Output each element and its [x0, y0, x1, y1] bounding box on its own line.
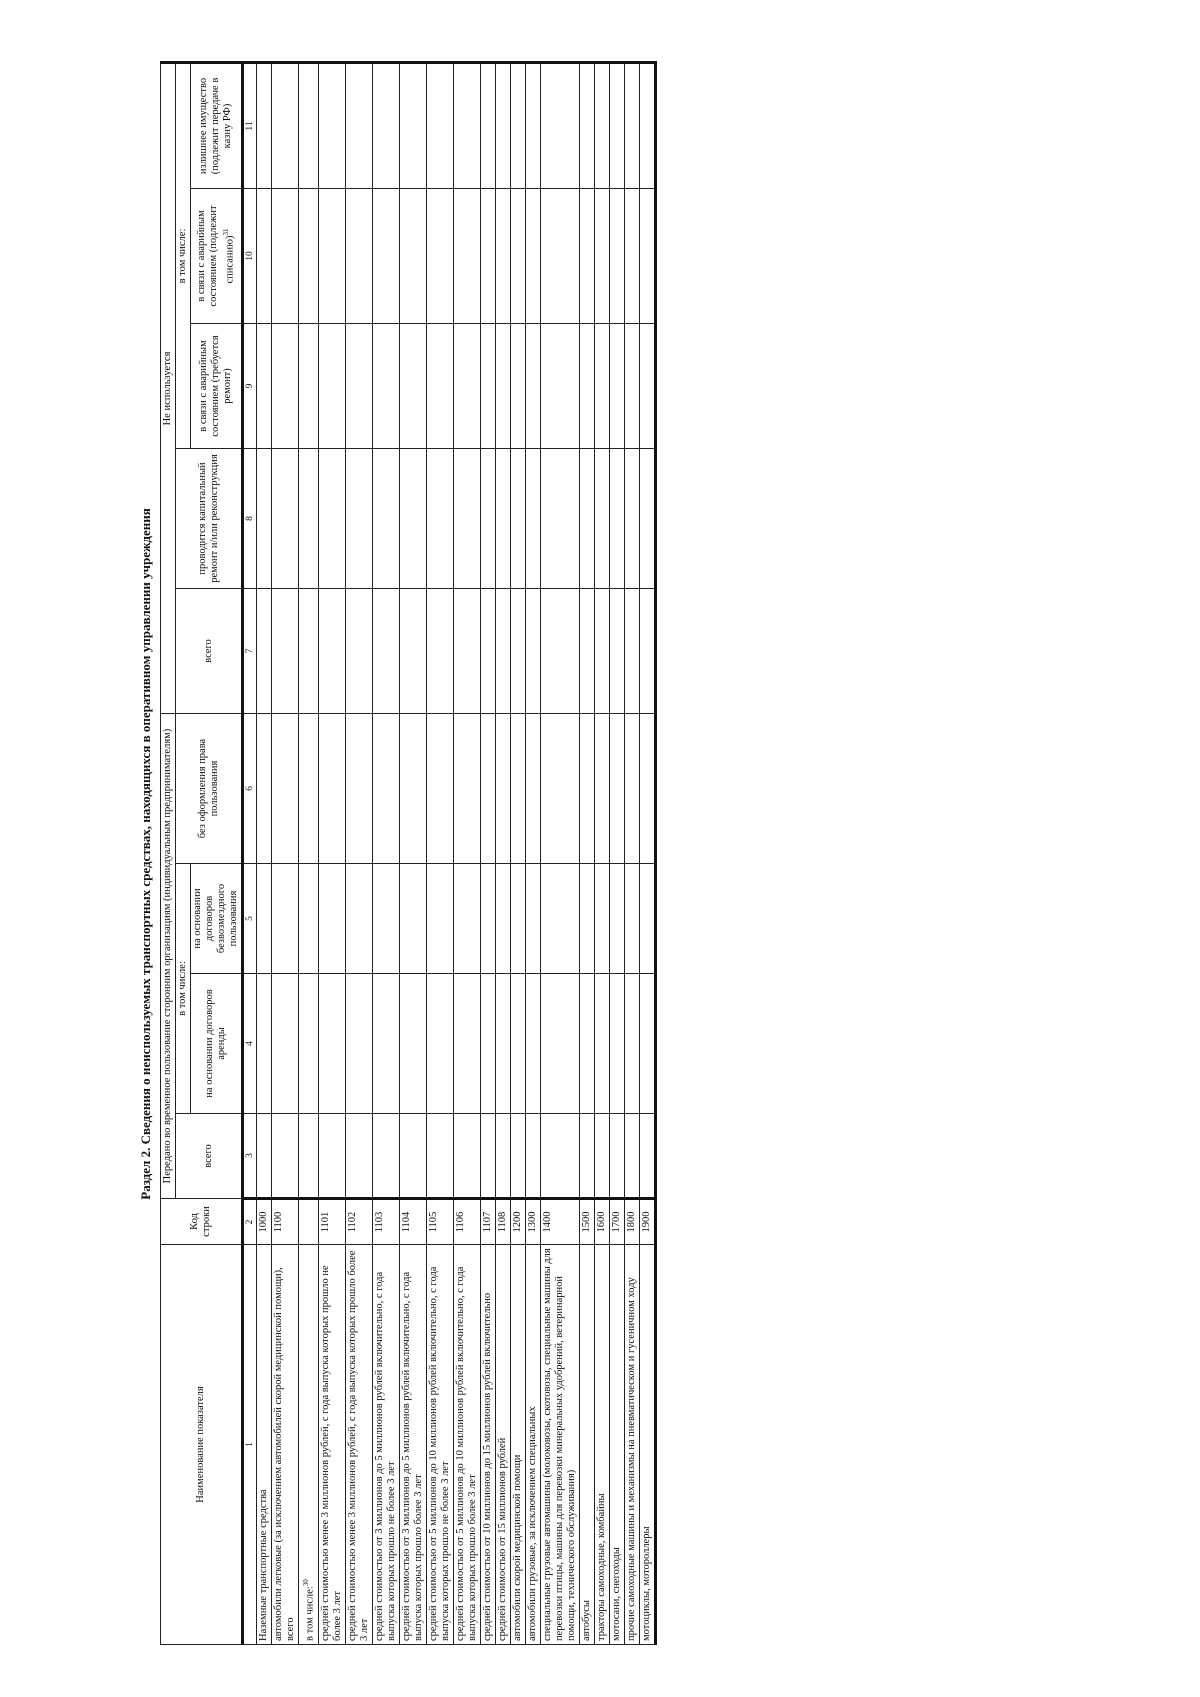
- value-cell-col-5[interactable]: [453, 864, 480, 974]
- value-cell-col-5[interactable]: [299, 864, 319, 974]
- row-name-cell: [372, 1245, 399, 1645]
- row-name-cell: [426, 1245, 453, 1645]
- row-name-cell: [594, 1245, 609, 1645]
- value-cell-col-9[interactable]: [345, 324, 372, 449]
- value-cell-col-3[interactable]: [480, 1114, 495, 1199]
- col-number: 2: [243, 1199, 257, 1245]
- row-name-cell: [272, 1245, 299, 1645]
- value-cell-col-4[interactable]: [624, 974, 639, 1114]
- row-code: 1105: [426, 1199, 453, 1245]
- value-cell-col-6[interactable]: [299, 714, 319, 864]
- table-row: [639, 62, 655, 1644]
- row-name-cell: [345, 1245, 372, 1645]
- row-code: 1400: [540, 1199, 579, 1245]
- value-cell-col-8[interactable]: [495, 449, 510, 589]
- value-cell-col-6[interactable]: [272, 714, 299, 864]
- value-cell-col-3[interactable]: [399, 1114, 426, 1199]
- value-cell-col-5[interactable]: [594, 864, 609, 974]
- value-cell-col-5[interactable]: [272, 864, 299, 974]
- value-cell-col-8[interactable]: [345, 449, 372, 589]
- value-cell-col-6[interactable]: [345, 714, 372, 864]
- value-cell-col-9[interactable]: [299, 324, 319, 449]
- value-cell-col-4[interactable]: [594, 974, 609, 1114]
- value-cell-col-11[interactable]: [594, 62, 609, 188]
- value-cell-col-8[interactable]: [510, 449, 525, 589]
- row-name-cell: [299, 1245, 319, 1645]
- col-number: 5: [243, 864, 257, 974]
- value-cell-col-10[interactable]: [453, 189, 480, 324]
- row-name-cell: [639, 1245, 655, 1645]
- value-cell-col-4[interactable]: [480, 974, 495, 1114]
- value-cell-col-6[interactable]: [257, 714, 272, 864]
- table-row: [257, 62, 272, 1644]
- value-cell-col-9[interactable]: [318, 324, 345, 449]
- value-cell-col-4[interactable]: [426, 974, 453, 1114]
- row-name-cell: [624, 1245, 639, 1645]
- value-cell-col-3[interactable]: [345, 1114, 372, 1199]
- value-cell-col-5[interactable]: [345, 864, 372, 974]
- col-number: 10: [243, 189, 257, 324]
- value-cell-col-8[interactable]: [579, 449, 594, 589]
- value-cell-col-8[interactable]: [318, 449, 345, 589]
- value-cell-col-7[interactable]: [399, 589, 426, 714]
- header-unused-total: всего: [176, 589, 243, 714]
- col-number: 7: [243, 589, 257, 714]
- value-cell-col-7[interactable]: [540, 589, 579, 714]
- col-number: 6: [243, 714, 257, 864]
- value-cell-col-3[interactable]: [525, 1114, 540, 1199]
- value-cell-col-4[interactable]: [318, 974, 345, 1114]
- value-cell-col-6[interactable]: [318, 714, 345, 864]
- value-cell-col-11[interactable]: [480, 62, 495, 188]
- row-name: Наземные транспортные средства: [258, 1489, 269, 1641]
- value-cell-col-7[interactable]: [426, 589, 453, 714]
- row-code: 1500: [579, 1199, 594, 1245]
- value-cell-col-10[interactable]: [372, 189, 399, 324]
- table-row: [399, 62, 426, 1644]
- value-cell-col-3[interactable]: [318, 1114, 345, 1199]
- value-cell-col-4[interactable]: [272, 974, 299, 1114]
- row-name-cell: [525, 1245, 540, 1645]
- table-row: [525, 62, 540, 1644]
- row-name: мотоциклы, мотороллеры: [640, 1526, 652, 1641]
- row-name-cell: [399, 1245, 426, 1645]
- row-name: средней стоимостью от 10 миллионов до 15 миллионов рублей включительно: [481, 1292, 493, 1641]
- value-cell-col-10[interactable]: [318, 189, 345, 324]
- header-unused-surplus: излишнее имущество (подлежит передаче в казну РФ): [191, 62, 243, 188]
- col-number: 4: [243, 974, 257, 1114]
- value-cell-col-7[interactable]: [579, 589, 594, 714]
- value-cell-col-5[interactable]: [540, 864, 579, 974]
- row-code: 1800: [624, 1199, 639, 1245]
- value-cell-col-3[interactable]: [495, 1114, 510, 1199]
- value-cell-col-9[interactable]: [495, 324, 510, 449]
- value-cell-col-8[interactable]: [299, 449, 319, 589]
- value-cell-col-11[interactable]: [272, 62, 299, 188]
- value-cell-col-6[interactable]: [426, 714, 453, 864]
- table-row: [372, 62, 399, 1644]
- row-name-cell: [318, 1245, 345, 1645]
- value-cell-col-10[interactable]: [495, 189, 510, 324]
- header-group-unused: Не используется: [161, 62, 176, 713]
- value-cell-col-8[interactable]: [372, 449, 399, 589]
- value-cell-col-6[interactable]: [594, 714, 609, 864]
- header-unused-emergency-writeoff-text: в связи с аварийным состоянием (подлежит списанию): [195, 205, 236, 307]
- rotated-page: [138, 63, 988, 1645]
- row-code: 1100: [272, 1199, 299, 1245]
- row-code: 1101: [318, 1199, 345, 1245]
- table-row: [426, 62, 453, 1644]
- header-transfer-lease: на основании договоров аренды: [191, 974, 243, 1114]
- value-cell-col-6[interactable]: [372, 714, 399, 864]
- value-cell-col-5[interactable]: [372, 864, 399, 974]
- value-cell-col-3[interactable]: [609, 1114, 624, 1199]
- value-cell-col-4[interactable]: [299, 974, 319, 1114]
- row-name-cell: [495, 1245, 510, 1645]
- col-number: 1: [243, 1245, 257, 1645]
- value-cell-col-6[interactable]: [399, 714, 426, 864]
- value-cell-col-6[interactable]: [579, 714, 594, 864]
- table-row: [318, 62, 345, 1644]
- value-cell-col-11[interactable]: [426, 62, 453, 188]
- value-cell-col-8[interactable]: [453, 449, 480, 589]
- value-cell-col-4[interactable]: [579, 974, 594, 1114]
- value-cell-col-8[interactable]: [540, 449, 579, 589]
- value-cell-col-7[interactable]: [525, 589, 540, 714]
- value-cell-col-5[interactable]: [510, 864, 525, 974]
- value-cell-col-5[interactable]: [624, 864, 639, 974]
- row-name-cell: [257, 1245, 272, 1645]
- value-cell-col-4[interactable]: [372, 974, 399, 1114]
- value-cell-col-8[interactable]: [480, 449, 495, 589]
- value-cell-col-10[interactable]: [399, 189, 426, 324]
- value-cell-col-5[interactable]: [639, 864, 655, 974]
- value-cell-col-7[interactable]: [299, 589, 319, 714]
- row-name-cell: [510, 1245, 525, 1645]
- report-table: [160, 61, 657, 1645]
- value-cell-col-10[interactable]: [624, 189, 639, 324]
- header-unused-emergency-writeoff: [191, 189, 243, 324]
- header-unused-repair: проводится капитальный ремонт и/или реконструкция: [176, 449, 243, 589]
- value-cell-col-4[interactable]: [345, 974, 372, 1114]
- row-name-cell: [453, 1245, 480, 1645]
- value-cell-col-11[interactable]: [579, 62, 594, 188]
- value-cell-col-10[interactable]: [480, 189, 495, 324]
- value-cell-col-11[interactable]: [257, 62, 272, 188]
- value-cell-col-7[interactable]: [480, 589, 495, 714]
- row-name: автобусы: [580, 1600, 592, 1641]
- value-cell-col-5[interactable]: [480, 864, 495, 974]
- value-cell-col-3[interactable]: [579, 1114, 594, 1199]
- value-cell-col-7[interactable]: [624, 589, 639, 714]
- value-cell-col-10[interactable]: [510, 189, 525, 324]
- value-cell-col-10[interactable]: [272, 189, 299, 324]
- header-name: Наименование показателя: [161, 1245, 243, 1645]
- value-cell-col-9[interactable]: [540, 324, 579, 449]
- row-code: 1300: [525, 1199, 540, 1245]
- value-cell-col-5[interactable]: [525, 864, 540, 974]
- table-row: [594, 62, 609, 1644]
- value-cell-col-10[interactable]: [257, 189, 272, 324]
- document-title: Раздел 2. Сведения о неиспользуемых транспортных средствах, находящихся в оперативном управлении учреждения: [138, 508, 153, 1200]
- value-cell-col-6[interactable]: [510, 714, 525, 864]
- row-code: 1104: [399, 1199, 426, 1245]
- value-cell-col-9[interactable]: [399, 324, 426, 449]
- value-cell-col-6[interactable]: [480, 714, 495, 864]
- table-row: [579, 62, 594, 1644]
- table-row: [345, 62, 372, 1644]
- row-name: мотосани, снегоходы: [610, 1547, 622, 1641]
- value-cell-col-11[interactable]: [639, 62, 655, 188]
- row-code: [299, 1199, 319, 1245]
- row-name: средней стоимостью от 5 миллионов до 10 миллионов рублей включительно, с года выпуска которых прошло более 3 лет: [454, 1266, 478, 1641]
- value-cell-col-7[interactable]: [272, 589, 299, 714]
- value-cell-col-11[interactable]: [399, 62, 426, 188]
- value-cell-col-9[interactable]: [579, 324, 594, 449]
- value-cell-col-6[interactable]: [525, 714, 540, 864]
- col-number: 8: [243, 449, 257, 589]
- value-cell-col-10[interactable]: [639, 189, 655, 324]
- header-transfer-incl: в том числе:: [176, 864, 191, 1114]
- row-name: прочие самоходные машины и механизмы на пневматическом и гусеничном ходу: [625, 1277, 637, 1641]
- value-cell-col-3[interactable]: [639, 1114, 655, 1199]
- row-code: 1102: [345, 1199, 372, 1245]
- row-name-cell: [540, 1245, 579, 1645]
- table-row: [272, 62, 299, 1644]
- value-cell-col-5[interactable]: [318, 864, 345, 974]
- value-cell-col-10[interactable]: [594, 189, 609, 324]
- value-cell-col-11[interactable]: [318, 62, 345, 188]
- row-name: средней стоимостью менее 3 миллионов рублей, с года выпуска которых прошло более 3 лет: [346, 1250, 370, 1641]
- value-cell-col-3[interactable]: [510, 1114, 525, 1199]
- row-name-cell: [579, 1245, 594, 1645]
- row-name-cell: [609, 1245, 624, 1645]
- value-cell-col-11[interactable]: [525, 62, 540, 188]
- value-cell-col-10[interactable]: [426, 189, 453, 324]
- table-row: [624, 62, 639, 1644]
- row-code: 1108: [495, 1199, 510, 1245]
- value-cell-col-8[interactable]: [426, 449, 453, 589]
- value-cell-col-6[interactable]: [624, 714, 639, 864]
- value-cell-col-7[interactable]: [510, 589, 525, 714]
- value-cell-col-7[interactable]: [345, 589, 372, 714]
- value-cell-col-9[interactable]: [525, 324, 540, 449]
- row-code: 1700: [609, 1199, 624, 1245]
- row-name: тракторы самоходные, комбайны: [595, 1493, 607, 1641]
- table-row: [609, 62, 624, 1644]
- value-cell-col-9[interactable]: [272, 324, 299, 449]
- table-row: [453, 62, 480, 1644]
- row-name: средней стоимостью от 3 миллионов до 5 миллионов рублей включительно, с года выпуска которых прошло более 3 лет: [400, 1271, 424, 1641]
- value-cell-col-5[interactable]: [399, 864, 426, 974]
- value-cell-col-4[interactable]: [525, 974, 540, 1114]
- value-cell-col-4[interactable]: [453, 974, 480, 1114]
- row-name: автомобили грузовые, за исключением специальных: [526, 1406, 538, 1641]
- value-cell-col-7[interactable]: [639, 589, 655, 714]
- value-cell-col-5[interactable]: [609, 864, 624, 974]
- row-name: средней стоимостью от 15 миллионов рублей: [496, 1437, 508, 1641]
- header-transfer-free: на основании договоров безвозмездного пользования: [191, 864, 243, 974]
- value-cell-col-11[interactable]: [372, 62, 399, 188]
- value-cell-col-11[interactable]: [299, 62, 319, 188]
- value-cell-col-10[interactable]: [540, 189, 579, 324]
- row-code: 1000: [257, 1199, 272, 1245]
- value-cell-col-9[interactable]: [426, 324, 453, 449]
- value-cell-col-8[interactable]: [272, 449, 299, 589]
- value-cell-col-4[interactable]: [399, 974, 426, 1114]
- value-cell-col-4[interactable]: [609, 974, 624, 1114]
- value-cell-col-4[interactable]: [540, 974, 579, 1114]
- value-cell-col-5[interactable]: [257, 864, 272, 974]
- row-code: 1900: [639, 1199, 655, 1245]
- table-row: [480, 62, 495, 1644]
- value-cell-col-9[interactable]: [594, 324, 609, 449]
- value-cell-col-11[interactable]: [453, 62, 480, 188]
- value-cell-col-7[interactable]: [372, 589, 399, 714]
- row-name: средней стоимостью от 3 миллионов до 5 миллионов рублей включительно, с года выпуска которых прошло не более 3 лет: [373, 1271, 397, 1641]
- header-unused-incl: в том числе:: [176, 62, 191, 448]
- value-cell-col-10[interactable]: [345, 189, 372, 324]
- value-cell-col-9[interactable]: [624, 324, 639, 449]
- value-cell-col-5[interactable]: [579, 864, 594, 974]
- table-row: [540, 62, 579, 1644]
- value-cell-col-6[interactable]: [453, 714, 480, 864]
- value-cell-col-3[interactable]: [453, 1114, 480, 1199]
- value-cell-col-11[interactable]: [540, 62, 579, 188]
- value-cell-col-9[interactable]: [639, 324, 655, 449]
- value-cell-col-8[interactable]: [624, 449, 639, 589]
- value-cell-col-11[interactable]: [609, 62, 624, 188]
- value-cell-col-7[interactable]: [594, 589, 609, 714]
- value-cell-col-10[interactable]: [299, 189, 319, 324]
- row-name: средней стоимостью от 5 миллионов до 10 миллионов рублей включительно, с года выпуска которых прошло не более 3 лет: [427, 1266, 451, 1641]
- footnote-ref: 31: [221, 228, 230, 236]
- col-number: 9: [243, 324, 257, 449]
- value-cell-col-9[interactable]: [480, 324, 495, 449]
- value-cell-col-8[interactable]: [639, 449, 655, 589]
- value-cell-col-7[interactable]: [453, 589, 480, 714]
- value-cell-col-5[interactable]: [495, 864, 510, 974]
- value-cell-col-3[interactable]: [257, 1114, 272, 1199]
- header-transfer-total: всего: [176, 1114, 243, 1199]
- col-number: 11: [243, 62, 257, 188]
- col-number: 3: [243, 1114, 257, 1199]
- row-code: 1103: [372, 1199, 399, 1245]
- header-code: Код строки: [161, 1199, 243, 1245]
- value-cell-col-4[interactable]: [257, 974, 272, 1114]
- value-cell-col-4[interactable]: [510, 974, 525, 1114]
- value-cell-col-7[interactable]: [609, 589, 624, 714]
- value-cell-col-6[interactable]: [495, 714, 510, 864]
- value-cell-col-8[interactable]: [609, 449, 624, 589]
- row-name: автомобили скорой медицинской помощи: [511, 1454, 523, 1641]
- value-cell-col-3[interactable]: [594, 1114, 609, 1199]
- row-code: 1200: [510, 1199, 525, 1245]
- row-code: 1106: [453, 1199, 480, 1245]
- row-name: в том числе:: [304, 1586, 316, 1641]
- value-cell-col-8[interactable]: [594, 449, 609, 589]
- table-row: [495, 62, 510, 1644]
- row-code: 1107: [480, 1199, 495, 1245]
- value-cell-col-10[interactable]: [609, 189, 624, 324]
- value-cell-col-11[interactable]: [495, 62, 510, 188]
- header-unused-emergency-repair: в связи с аварийным состоянием (требуется ремонт): [191, 324, 243, 449]
- table-body: [257, 62, 656, 1644]
- value-cell-col-10[interactable]: [579, 189, 594, 324]
- value-cell-col-11[interactable]: [345, 62, 372, 188]
- value-cell-col-11[interactable]: [624, 62, 639, 188]
- value-cell-col-7[interactable]: [257, 589, 272, 714]
- value-cell-col-9[interactable]: [257, 324, 272, 449]
- value-cell-col-8[interactable]: [257, 449, 272, 589]
- value-cell-col-9[interactable]: [372, 324, 399, 449]
- value-cell-col-7[interactable]: [495, 589, 510, 714]
- table-row: [299, 62, 319, 1644]
- value-cell-col-8[interactable]: [399, 449, 426, 589]
- row-name: специальные грузовые автомашины (молоковозы, скотовозы, специальные машины для перевозки птицы, машины для перевозки минеральных удобрений, ветеринарной помощи, технического обслуживания): [541, 1248, 577, 1641]
- header-transfer-no-rights: без оформления права пользования: [176, 714, 243, 864]
- value-cell-col-9[interactable]: [609, 324, 624, 449]
- value-cell-col-8[interactable]: [525, 449, 540, 589]
- column-number-row: [243, 62, 257, 1644]
- value-cell-col-3[interactable]: [426, 1114, 453, 1199]
- value-cell-col-5[interactable]: [426, 864, 453, 974]
- value-cell-col-6[interactable]: [540, 714, 579, 864]
- value-cell-col-3[interactable]: [299, 1114, 319, 1199]
- value-cell-col-10[interactable]: [525, 189, 540, 324]
- value-cell-col-6[interactable]: [639, 714, 655, 864]
- value-cell-col-4[interactable]: [495, 974, 510, 1114]
- header-group-transfer: Передано во временное пользование сторонним организациям (индивидуальным предпринимателям): [161, 714, 176, 1199]
- footnote-ref: 30: [302, 1579, 310, 1587]
- value-cell-col-3[interactable]: [540, 1114, 579, 1199]
- value-cell-col-4[interactable]: [639, 974, 655, 1114]
- value-cell-col-9[interactable]: [510, 324, 525, 449]
- value-cell-col-11[interactable]: [510, 62, 525, 188]
- value-cell-col-7[interactable]: [318, 589, 345, 714]
- value-cell-col-3[interactable]: [624, 1114, 639, 1199]
- row-name-cell: [480, 1245, 495, 1645]
- value-cell-col-6[interactable]: [609, 714, 624, 864]
- value-cell-col-3[interactable]: [272, 1114, 299, 1199]
- table-row: [510, 62, 525, 1644]
- value-cell-col-3[interactable]: [372, 1114, 399, 1199]
- value-cell-col-9[interactable]: [453, 324, 480, 449]
- row-code: 1600: [594, 1199, 609, 1245]
- row-name: автомобили легковые (за исключением автомобилей скорой медицинской помощи), всего: [273, 1267, 296, 1641]
- row-name: средней стоимостью менее 3 миллионов рублей, с года выпуска которых прошло не более 3 лет: [319, 1265, 343, 1641]
